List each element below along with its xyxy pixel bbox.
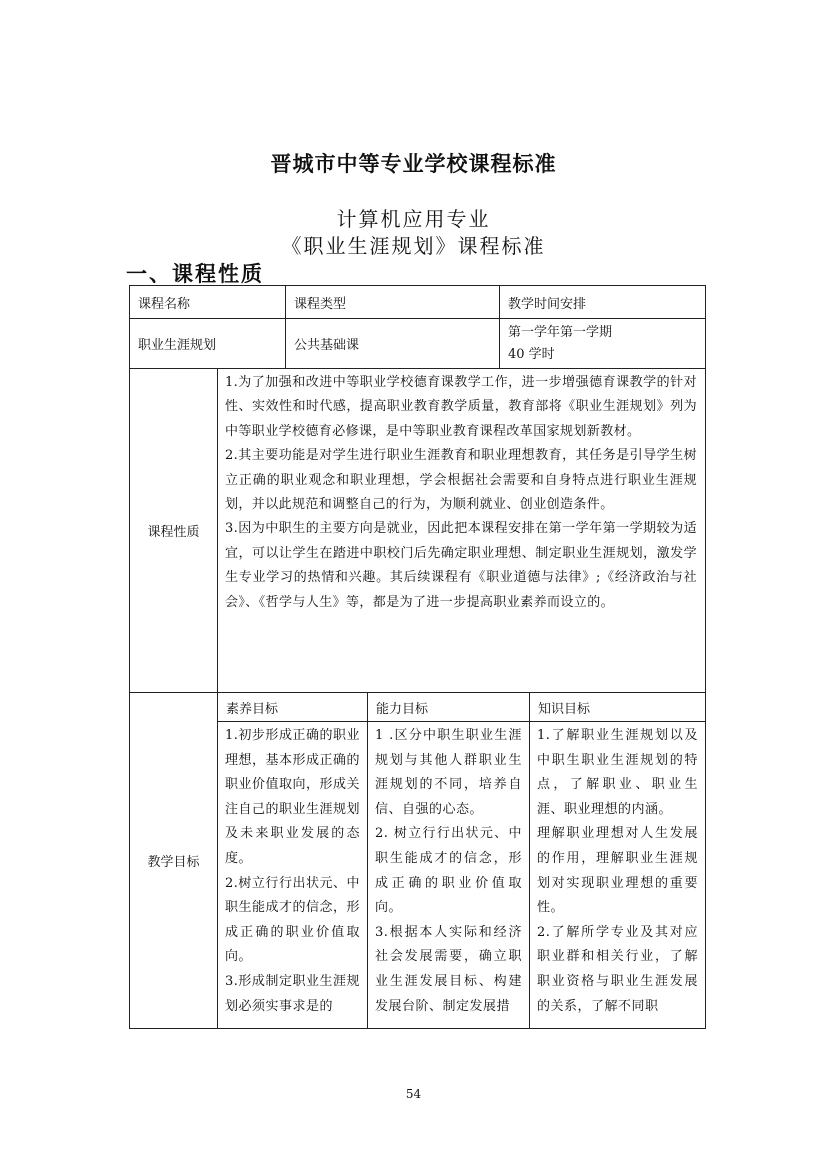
table-row <box>130 319 706 369</box>
nature-label: 课程性质 <box>130 369 218 693</box>
literacy-item: 1.初步形成正确的职业理想，基本形成正确的职业价值取向，形成关注自己的职业生涯规划及未来职业发展的态度。 <box>225 728 361 866</box>
ability-goals-content <box>368 722 530 1029</box>
nature-paragraph: 3.因为中职生的主要方向是就业，因此把本课程安排在第一学年第一学期较为适宜，可以让学生在踏进中职校门后先确定职业理想、制定职业生涯规划，激发学生专业学习的热情和兴趣。其后续课程有《职业道德与法律》;《经济政治与社会》、《哲学与人生》等，都是为了进一步提高职业素养而设立的。 <box>225 521 697 610</box>
course-type-value: 公共基础课 <box>286 319 500 369</box>
knowledge-item: 1.了解职业生涯规划以及中职生职业生涯规划的特点，了解职业、职业生涯、职业理想的内涵。 <box>537 728 698 817</box>
nature-paragraph: 1.为了加强和改进中等职业学校德育课教学工作，进一步增强德育课教学的针对性、实效性和时代感，提高职业教育教学质量，教育部将《职业生涯规划》列为中等职业学校德育必修课，是中等职业教育课程改革国家规划新教材。 <box>225 375 697 439</box>
course-nature-objectives-table <box>129 368 706 1029</box>
ability-item: 2. 树立行行出状元、中职生能成才的信念，形成正确的职业价值取向。 <box>375 826 522 916</box>
header-course-type: 课程类型 <box>286 286 500 319</box>
ability-item: 3.根据本人实际和经济社会发展需要，确立职业生涯发展目标、构建发展台阶、制定发展措 <box>375 924 522 1014</box>
header-ability-goals: 能力目标 <box>368 693 530 722</box>
table-row <box>130 286 706 319</box>
knowledge-goals-content <box>530 722 706 1029</box>
header-course-name: 课程名称 <box>130 286 286 319</box>
course-standard-title: 《职业生涯规划》课程标准 <box>281 234 546 258</box>
nature-content <box>218 369 706 693</box>
objectives-label: 教学目标 <box>130 693 218 1029</box>
header-literacy-goals: 素养目标 <box>218 693 368 722</box>
literacy-item: 2.树立行行出状元、中职生能成才的信念，形成正确的职业价值取向。 <box>225 875 361 965</box>
section-heading-course-nature: 一、课程性质 <box>126 262 264 286</box>
course-name-value: 职业生涯规划 <box>130 319 286 369</box>
table-row <box>130 369 706 693</box>
schedule-term: 第一学年第一学期 <box>508 324 613 340</box>
page-number: 54 <box>405 1087 422 1101</box>
course-info-table <box>129 285 706 369</box>
schedule-value <box>500 319 706 369</box>
knowledge-item: 2.了解所学专业及其对应职业群和相关行业，了解职业资格与职业生涯发展的关系，了解不同职 <box>537 924 698 1014</box>
nature-paragraph: 2.其主要功能是对学生进行职业生涯教育和职业理想教育，其任务是引导学生树立正确的职业观念和职业理想，学会根据社会需要和自身特点进行职业生涯规划，并以此规范和调整自己的行为，为顺利就业、创业创造条件。 <box>225 448 697 513</box>
document-title: 晋城市中等专业学校课程标准 <box>270 152 557 176</box>
major-title: 计算机应用专业 <box>336 207 491 231</box>
header-schedule: 教学时间安排 <box>500 286 706 319</box>
header-knowledge-goals: 知识目标 <box>530 693 706 722</box>
schedule-hours: 40 学时 <box>508 346 555 362</box>
ability-item: 1 .区分中职生职业生涯规划与其他人群职业生涯规划的不同，培养自信、自强的心态。 <box>375 728 522 817</box>
literacy-item: 3.形成制定职业生涯规划必须实事求是的 <box>225 973 360 1014</box>
knowledge-item: 理解职业理想对人生发展的作用，理解职业生涯规划对实现职业理想的重要性。 <box>537 826 698 916</box>
literacy-goals-content <box>218 722 368 1029</box>
table-row <box>130 693 706 722</box>
